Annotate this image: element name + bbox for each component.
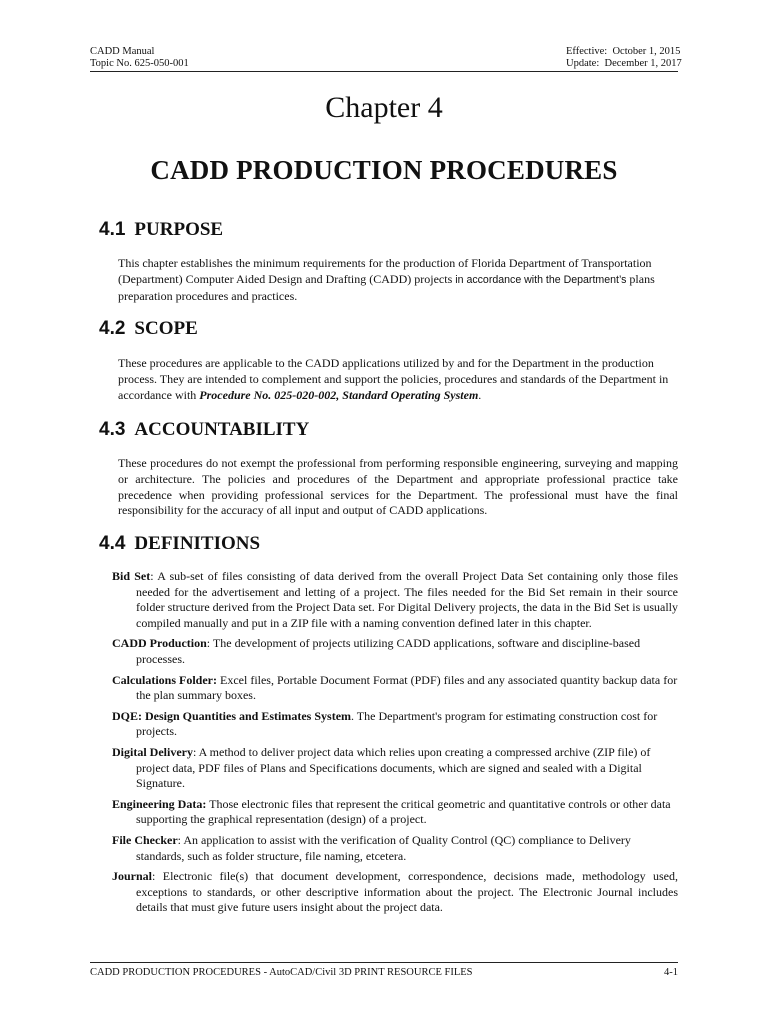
section-title: DEFINITIONS	[134, 533, 261, 554]
purpose-text-a: This chapter establishes the minimum requirements for the production of Florida Department of Transportation (Department) Computer Aided Design and Drafting (CADD) projects	[118, 256, 652, 286]
definition-term: DQE: Design Quantities and Estimates System	[112, 708, 352, 723]
definition-text: A method to deliver project data which relies upon creating a compressed archive (ZIP file) of project data, PDF files of Plans and Specifications documents, which are signed and sealed with a Digital Signature.	[136, 744, 651, 791]
page-number: 4-1	[664, 967, 678, 978]
section-heading-purpose	[99, 218, 223, 242]
header-left	[90, 46, 189, 70]
section-title: ACCOUNTABILITY	[134, 419, 310, 440]
purpose-text-insert: in accordance with the Department’s	[455, 273, 627, 286]
definition-text: Electronic file(s) that document development, correspondence, decisions made, methodology used, exceptions to standards, or other descriptive information about the project. The Electronic Journal includes details that must give future users insight about the project data.	[136, 869, 678, 915]
definition-term: Engineering Data:	[112, 796, 207, 811]
definition-term: Digital Delivery	[112, 744, 193, 759]
purpose-paragraph	[118, 256, 678, 304]
definition-term: Journal	[112, 869, 153, 884]
definition-item	[112, 833, 678, 864]
definition-item	[112, 869, 678, 916]
section-heading-scope	[99, 317, 198, 341]
definition-separator: :	[192, 744, 197, 759]
page-title: CADD PRODUCTION PROCEDURES	[150, 155, 618, 185]
update-line	[566, 58, 682, 70]
procedure-reference: Procedure No. 025-020-002, Standard Operating System	[199, 387, 479, 402]
header-right	[566, 46, 682, 70]
definition-term: Bid Set	[112, 569, 151, 583]
definition-separator: :	[177, 832, 181, 847]
definition-item	[112, 673, 678, 704]
scope-paragraph	[118, 356, 678, 403]
definition-text: Those electronic files that represent the critical geometric and quantitative controls or other data supporting the graphical representation (design) of a project.	[136, 796, 671, 827]
definition-term: CADD Production	[112, 636, 207, 651]
header-rule	[90, 71, 678, 72]
definition-separator: :	[150, 569, 154, 583]
footer-title: CADD PRODUCTION PROCEDURES - AutoCAD/Civil 3D PRINT RESOURCE FILES	[90, 967, 473, 978]
section-number: 4.2	[99, 318, 126, 339]
update-label: Update:	[566, 58, 600, 69]
effective-line	[566, 46, 682, 58]
section-title: SCOPE	[134, 318, 198, 339]
definition-item	[112, 745, 678, 792]
definition-separator: .	[351, 708, 355, 723]
chapter-heading: Chapter 4	[325, 91, 443, 124]
definition-item	[112, 569, 678, 631]
accountability-paragraph: These procedures do not exempt the professional from performing responsible engineering, surveying and mapping or architecture. The policies and procedures of the Department and appropriate professional practice take precedence when providing professional services for the Department. The professional must have the final responsibility for the accuracy of all input and output of CADD applications.	[118, 456, 678, 518]
footer-rule	[90, 962, 678, 963]
section-number: 4.3	[99, 419, 126, 440]
definition-separator: :	[152, 869, 156, 884]
definition-term: Calculations Folder:	[112, 672, 217, 687]
effective-label: Effective:	[566, 46, 608, 57]
scope-text-b: .	[478, 387, 482, 402]
definitions-list	[112, 569, 678, 921]
section-number: 4.4	[99, 533, 126, 554]
definition-item	[112, 797, 678, 828]
purpose-text-b: plans preparation procedures and practices.	[118, 271, 655, 303]
section-heading-definitions	[99, 532, 260, 556]
definition-item	[112, 636, 678, 667]
section-title: PURPOSE	[134, 219, 224, 240]
definition-item	[112, 709, 678, 740]
definition-text: A sub-set of files consisting of data derived from the overall Project Data Set containing only those files needed for the advertisement and letting of a project. The files needed for the Bid Set remain in their source folder structure derived from the Project Data set. For Digital Delivery projects, the data in the Bid Set is usually compiled manually and put in a ZIP file with a naming convention defined later in this chapter.	[136, 569, 678, 630]
definition-term: File Checker	[112, 832, 178, 847]
section-number: 4.1	[99, 219, 126, 240]
scope-text-a: These procedures are applicable to the CADD applications utilized by and for the Department in the production process. They are intended to complement and support the policies, procedures and standards of the Department in accordance with	[118, 356, 669, 402]
effective-date: October 1, 2015	[612, 46, 681, 57]
update-date: December 1, 2017	[604, 58, 682, 69]
definition-text: Excel files, Portable Document Format (PDF) files and any associated quantity backup data for the plan summary boxes.	[136, 672, 678, 703]
definition-separator: :	[206, 636, 211, 651]
topic-number: Topic No. 625-050-001	[90, 58, 189, 69]
manual-name: CADD Manual	[90, 46, 155, 57]
definition-text: An application to assist with the verification of Quality Control (QC) compliance to Delivery standards, such as folder structure, file naming, etcetera.	[136, 832, 631, 863]
definition-text: The Department's program for estimating construction cost for projects.	[136, 708, 658, 739]
section-heading-accountability	[99, 418, 309, 442]
definition-text: The development of projects utilizing CADD applications, software and discipline-based processes.	[136, 636, 641, 666]
